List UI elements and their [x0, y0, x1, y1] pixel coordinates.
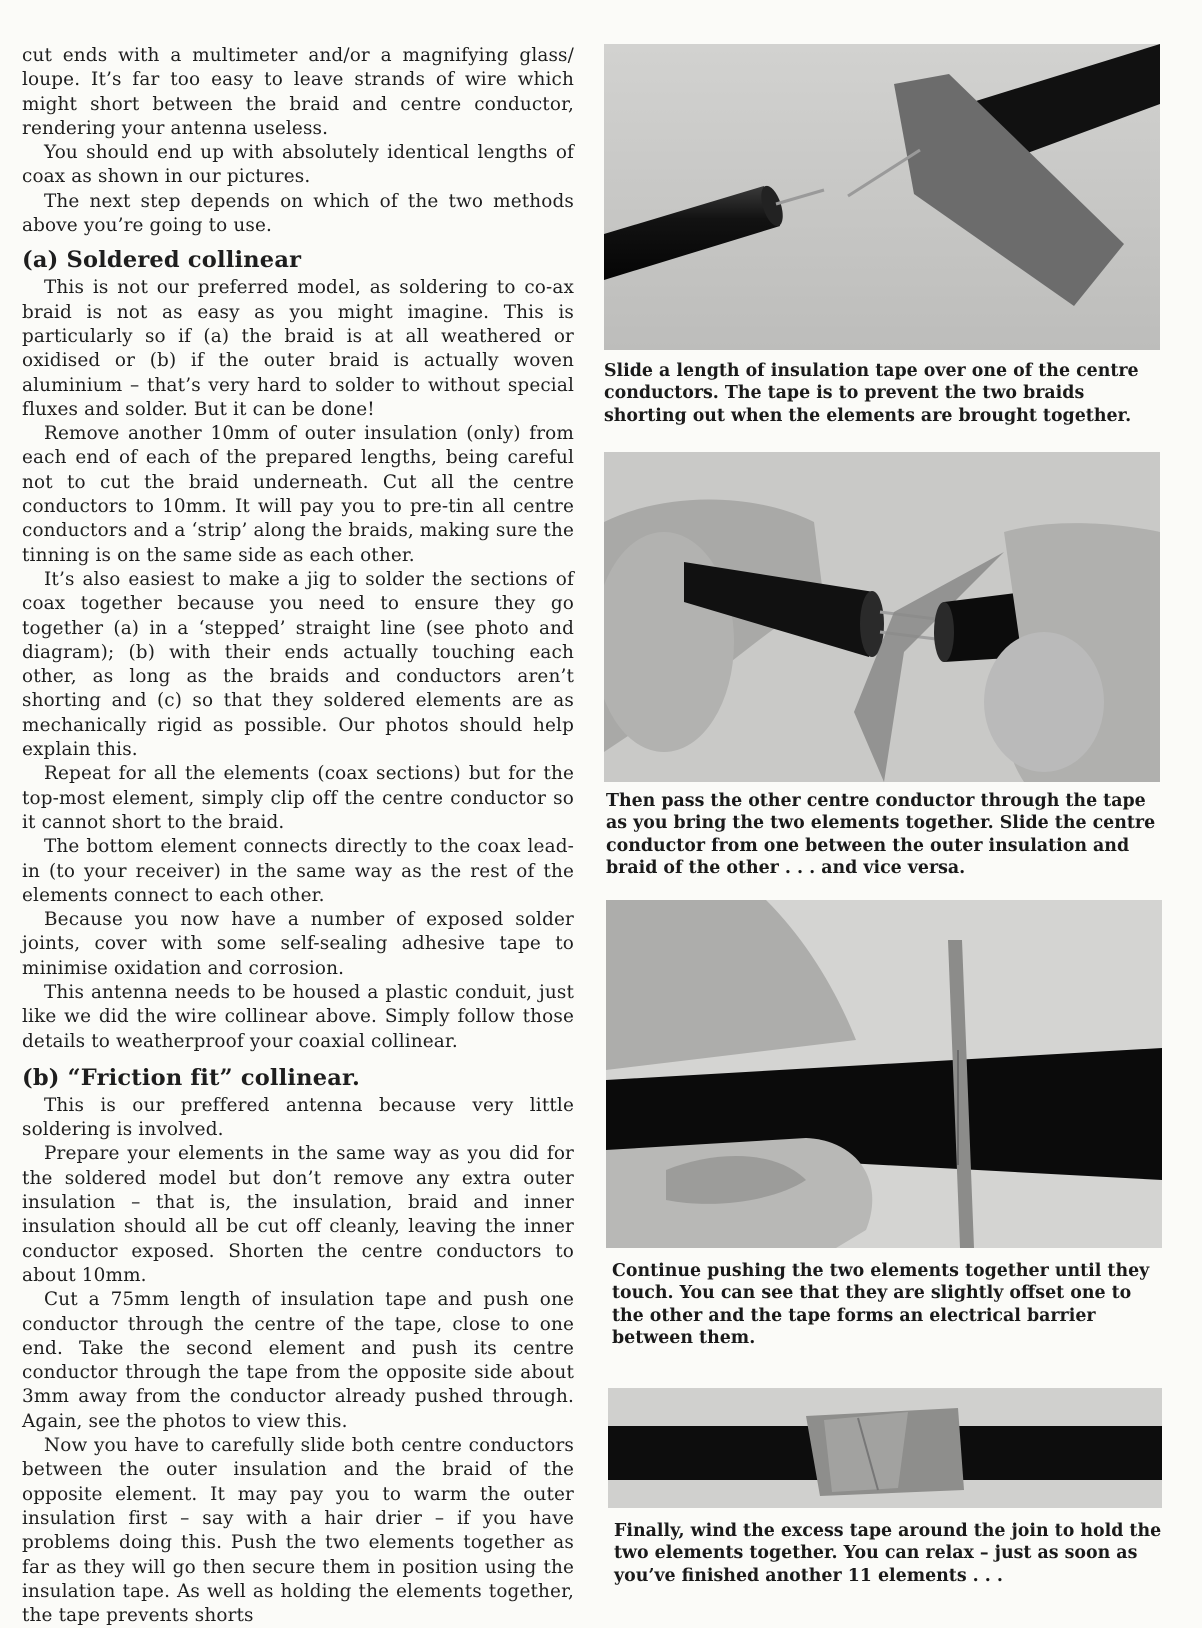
paragraph: It’s also easiest to make a jig to solder the sections of coax together because you need to ensure they go together (a) in a ‘stepped’ straight line (see photo and diagram); (b) with their ends actually touching each other, as long as the braids and conductors aren’t shorting and (c) so that they soldered elements are as mechanically rigid as possible. Our photos should help explain this.: [22, 568, 574, 761]
paragraph: Cut a 75mm length of insulation tape and push one conductor through the centre of the tape, close to one end. Take the second element and push its centre conductor through the tape from the opposite side about 3mm away from the conductor already pushed through. Again, see the photos to view this.: [22, 1289, 574, 1432]
paragraph: Now you have to carefully slide both centre conductors between the outer insulation and the braid of the opposite element. It may pay you to warm the outer insulation first – say with a hair drier – if you have problems doing this. Push the two elements together as far as they will go then secure them in position using the insulation tape. As well as holding the elements together, the tape prevents shorts: [22, 1435, 574, 1627]
photo-tape-over-conductor: [604, 44, 1160, 350]
paragraph: This is our preffered antenna because very little soldering is involved.: [22, 1094, 574, 1141]
paragraph: This is not our preferred model, as soldering to co-ax braid is not as easy as you might imagine. This is particularly so if (a) the braid is at all weathered or oxidised or (b) if the outer braid is actually woven aluminium – that’s very hard to solder to without special fluxes and solder. But it can be done!: [22, 277, 574, 420]
section-heading-soldered: (a) Soldered collinear: [22, 247, 302, 274]
paragraph: This antenna needs to be housed a plastic conduit, just like we did the wire collinear above. Simply follow those details to weatherproof your coaxial collinear.: [22, 981, 574, 1052]
paragraph: You should end up with absolutely identical lengths of coax as shown in our pictures.: [22, 142, 574, 188]
paragraph: Remove another 10mm of outer insulation (only) from each end of each of the prepared lengths, being careful not to cut the braid underneath. Cut all the centre conductors to 10mm. It will pay you to pre-tin all centre conductors and a ‘strip’ along the braids, making sure the tinning is on the same side as each other.: [22, 423, 574, 566]
photo-tape-wound: [608, 1388, 1162, 1508]
photo-caption: Continue pushing the two elements together until they touch. You can see that they are slightly offset one to the other and the tape forms an electrical barrier between them.: [612, 1261, 1150, 1349]
article-column: [22, 44, 574, 1628]
photo-caption: Then pass the other centre conductor through the tape as you bring the two elements together. Slide the centre conductor from one between the outer insulation and braid of the other . . . and vice versa.: [606, 791, 1156, 879]
photo-pass-conductor: [604, 452, 1160, 782]
photo-elements-touching: [606, 900, 1162, 1248]
paragraph: cut ends with a multimeter and/or a magnifying glass/ loupe. It’s far too easy to leave strands of wire which might short between the braid and centre conductor, rendering your antenna useless.: [22, 45, 574, 139]
paragraph: Prepare your elements in the same way as you did for the soldered model but don’t remove any extra outer insulation – that is, the insulation, braid and inner insulation should all be cut off cleanly, leaving the inner conductor exposed. Shorten the centre conductors to about 10mm.: [22, 1143, 574, 1286]
paragraph: Repeat for all the elements (coax sections) but for the top-most element, simply clip off the centre conductor so it cannot short to the braid.: [22, 763, 574, 833]
photo-caption: Finally, wind the excess tape around the join to hold the two elements together. You can relax – just as soon as you’ve finished another 11 elements . . .: [614, 1521, 1162, 1586]
paragraph: The next step depends on which of the two methods above you’re going to use.: [22, 190, 574, 237]
paragraph: The bottom element connects directly to the coax lead-in (to your receiver) in the same way as the rest of the elements connect to each other.: [22, 836, 574, 906]
paragraph: Because you now have a number of exposed solder joints, cover with some self-sealing adhesive tape to minimise oxidation and corrosion.: [22, 909, 574, 979]
section-heading-friction-fit: (b) “Friction fit” collinear.: [22, 1064, 361, 1091]
photo-caption: Slide a length of insulation tape over one of the centre conductors. The tape is to prevent the two braids shorting out when the elements are brought together.: [604, 361, 1139, 426]
